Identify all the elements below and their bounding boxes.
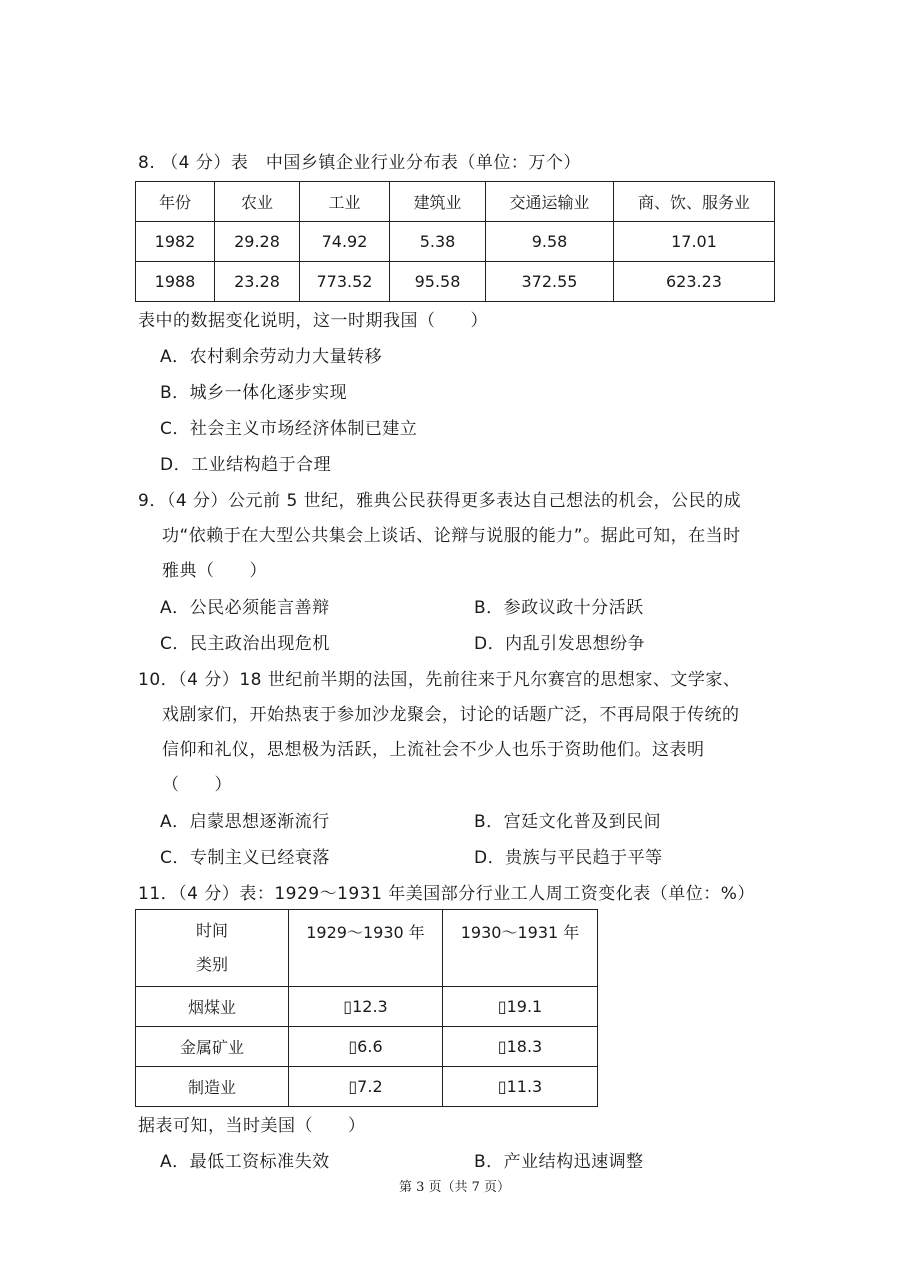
q10-option-b[interactable]: B．宫廷文化普及到民间	[474, 812, 662, 832]
table-cell: 制造业	[136, 1067, 289, 1107]
table-cell: 烟煤业	[136, 987, 289, 1027]
table-row	[136, 222, 775, 262]
table-row	[136, 987, 598, 1027]
header-cell: 交通运输业	[486, 182, 614, 222]
table-cell: 95.58	[390, 262, 486, 302]
table-cell: 623.23	[614, 262, 775, 302]
q11-option-b[interactable]: B．产业结构迅速调整	[474, 1152, 644, 1172]
q11-table	[135, 909, 598, 1107]
header-cell: 商、饮、服务业	[614, 182, 775, 222]
q9-line-3: 雅典（ ）	[162, 561, 267, 581]
table-cell: ▯12.3	[289, 987, 443, 1027]
header-cell: 1930～1931 年	[443, 910, 598, 987]
q11-title: 11．（4 分）表：1929～1931 年美国部分行业工人周工资变化表（单位：%）	[138, 884, 755, 904]
q10-line-1: 10．（4 分）18 世纪前半期的法国，先前往来于凡尔赛宫的思想家、文学家、	[138, 670, 741, 690]
table-cell: 金属矿业	[136, 1027, 289, 1067]
q8-option-d[interactable]: D．工业结构趋于合理	[160, 455, 332, 475]
q10-option-a[interactable]: A．启蒙思想逐渐流行	[160, 812, 330, 832]
table-cell: 1988	[136, 262, 215, 302]
table-header-row	[136, 182, 775, 222]
table-cell: ▯18.3	[443, 1027, 598, 1067]
header-cell: 1929～1930 年	[289, 910, 443, 987]
q9-option-b[interactable]: B．参政议政十分活跃	[474, 598, 644, 618]
table-cell: 74.92	[300, 222, 390, 262]
q8-table	[135, 181, 775, 302]
q8-title: 8. （4 分）表 中国乡镇企业行业分布表（单位：万个）	[138, 153, 581, 173]
q9-option-d[interactable]: D．内乱引发思想纷争	[474, 634, 646, 654]
q8-stem: 表中的数据变化说明，这一时期我国（ ）	[138, 311, 488, 331]
table-cell: ▯7.2	[289, 1067, 443, 1107]
page-footer: 第 3 页（共 7 页）	[398, 1180, 511, 1195]
table-header-row	[136, 910, 598, 987]
table-cell: 17.01	[614, 222, 775, 262]
q11-option-a[interactable]: A．最低工资标准失效	[160, 1152, 330, 1172]
header-cell: 年份	[136, 182, 215, 222]
q9-line-2: 功“依赖于在大型公共集会上谈话、论辩与说服的能力”。据此可知，在当时	[162, 526, 741, 546]
table-cell: 5.38	[390, 222, 486, 262]
q9-option-c[interactable]: C．民主政治出现危机	[160, 634, 330, 654]
table-cell: 773.52	[300, 262, 390, 302]
header-cell: 建筑业	[390, 182, 486, 222]
q10-line-4: （ ）	[162, 775, 232, 795]
table-row	[136, 262, 775, 302]
table-cell: 1982	[136, 222, 215, 262]
table-cell: 29.28	[215, 222, 300, 262]
header-cell: 农业	[215, 182, 300, 222]
header-time-label: 时间	[195, 921, 228, 940]
q9-option-a[interactable]: A．公民必须能言善辩	[160, 598, 330, 618]
table-cell: ▯19.1	[443, 987, 598, 1027]
q10-line-3: 信仰和礼仪，思想极为活跃，上流社会不少人也乐于资助他们。这表明	[162, 740, 705, 760]
q8-option-c[interactable]: C．社会主义市场经济体制已建立	[160, 419, 418, 439]
table-cell: 9.58	[486, 222, 614, 262]
table-cell: 23.28	[215, 262, 300, 302]
table-cell: ▯6.6	[289, 1027, 443, 1067]
header-cell: 工业	[300, 182, 390, 222]
table-row	[136, 1067, 598, 1107]
q10-option-d[interactable]: D．贵族与平民趋于平等	[474, 848, 663, 868]
q8-option-b[interactable]: B．城乡一体化逐步实现	[160, 383, 348, 403]
q9-line-1: 9．（4 分）公元前 5 世纪，雅典公民获得更多表达自己想法的机会，公民的成	[138, 491, 742, 511]
header-category-label: 类别	[195, 955, 228, 974]
table-row	[136, 1027, 598, 1067]
header-cell-time-category	[136, 910, 289, 987]
table-cell: ▯11.3	[443, 1067, 598, 1107]
q8-option-a[interactable]: A．农村剩余劳动力大量转移	[160, 347, 383, 367]
table-cell: 372.55	[486, 262, 614, 302]
q11-stem: 据表可知，当时美国（ ）	[138, 1116, 366, 1136]
q10-option-c[interactable]: C．专制主义已经衰落	[160, 848, 330, 868]
q10-line-2: 戏剧家们，开始热衷于参加沙龙聚会，讨论的话题广泛，不再局限于传统的	[162, 705, 740, 725]
